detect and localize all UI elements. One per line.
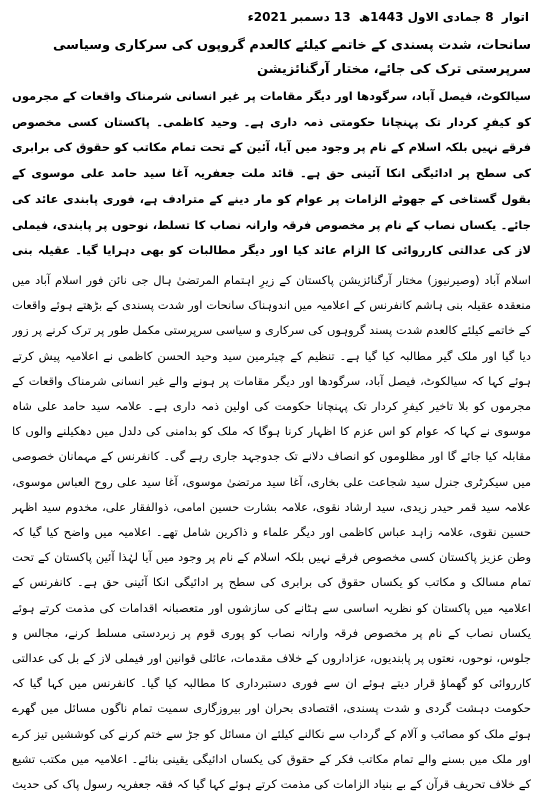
dateline-day: اتوار — [501, 10, 529, 24]
article-body-paragraph: اسلام آباد (وصیرنیوز) مختار آرگنائزیشن پاکستان کے زیرِ اہتمام المرتضیٰ ہال جی نائن فور اسلام آباد میں منعقدہ عقیلہ بنی ہاشم کانفرنس کے اعلامیہ میں اندوہناک سانحات اور شدت پسندی کے بڑھتے ہوئے واقعات کے خاتمے کیلئے کالعدم شدت پسند گروہوں کی سرکاری و سیاسی سرپرستی مکمل طور پر ترک کرنے پر زور دیا گیا اور ملک گیر مطالبہ کیا گیا ہے۔ تنظیم کے چیئرمین سید وحید الحسن کاظمی نے اعلامیہ پیش کرتے ہوئے کہا کہ سیالکوٹ، فیصل آباد، سرگودھا اور دیگر مقامات پر ہونے والے غیر انسانی شرمناک واقعات کے مجرموں کو بلا تاخیر کیفرِ کردار تک پہنچانا حکومت کی اولین ذمہ داری ہے۔ علامہ سید حامد علی شاہ موسوی نے کہا کہ عوام کو اس عزم کا اظہار کرنا ہوگا کہ ملک کو بدامنی کی دلدل میں دھکیلنے والوں کا مقابلہ کیا جائے گا اور مظلوموں کو انصاف دلانے تک جدوجہد جاری رہے گی۔ کانفرنس کے مہمانان خصوصی میں سیکرٹری جنرل سید شجاعت علی بخاری، آغا سید مرتضیٰ موسوی، آغا سید علی روح العباس موسوی، علامہ سید قمر حیدر زیدی، سید ارشاد نقوی، علامہ بشارت حسین امامی، ذوالفقار علی، مخدوم سید اظہر حسین نقوی، علامہ زاہد عباس کاظمی اور دیگر علماء و ذاکرین شامل تھے۔ اعلامیہ میں واضح کیا گیا کہ وطن عزیز پاکستان کسی مخصوص فرقے نہیں بلکہ اسلام کے نام پر وجود میں آیا لہٰذا آئین پاکستان کے تحت تمام مسالک و مکاتب کو یکساں حقوق کی برابری کی سطح پر ادائیگی انکا آئینی حق ہے۔ کانفرنس کے اعلامیہ میں پاکستان کو نظریہ اساسی سے ہٹانے کی سازشوں اور متعصبانہ اقدامات کی مذمت کرتے ہوئے یکساں نصاب کے نام پر مخصوص فرقہ وارانہ نصاب کو پوری قوم پر زبردستی مسلط کرنے، مجالس و جلوس، نوحوں، نعتوں پر پابندیوں، عزاداروں کے خلاف مقدمات، عائلی قوانین اور فیملی لاز کے بل کی عدالتی کارروائی کو گھماؤ قرار دیتے ہوئے ان سے فوری دستبرداری کا مطالبہ کیا گیا۔ کانفرنس میں کہا گیا کہ حکومت دہشت گردی و شدت پسندی، اقتصادی بحران اور بیروزگاری سمیت تمام ناگوں مسائل میں گھرے ہوئے ملک کو مصائب و آلام کے گرداب سے نکالنے کیلئے ان مسائل کو جڑ سے ختم کرنے کی کوششیں تیز کرے اور ملک میں بسنے والے تمام مکاتب فکر کے حقوق کی یکساں ادائیگی یقینی بنائے۔ اعلامیہ میں مکتب تشیع کے خلاف تحریف قرآن کے بے بنیاد الزامات کی مذمت کرتے ہوئے کہا گیا کہ فقہ جعفریہ رسول پاک کی حدیث — [12, 273, 531, 792]
article-summary: سیالکوٹ، فیصل آباد، سرگودھا اور دیگر مقامات پر غیر انسانی شرمناک واقعات کے مجرموں کو کیفرِ کردار تک پہنچانا حکومتی ذمہ داری ہے۔ وحید کاظمی۔ پاکستان کسی مخصوص فرقے نہیں بلکہ اسلام کے نام پر وجود میں آیا، آئین کے تحت تمام مکاتب کو حقوق کی برابری کی سطح پر ادائیگی انکا آئینی حق ہے۔ قائد ملت جعفریہ آغا سید حامد علی موسوی کے بقول گستاخی کے جھوٹے الزامات پر عوام کو مار دینے کے مترادف ہے، فوری پابندی عائد کی جائے۔ یکساں نصاب کے نام پر مخصوص فرقہ وارانہ نصاب کا تسلط، نوحوں پر پابندی، فیملی لاز کی عدالتی کارروائی کا الزام عائد کیا اور دیگر مطالبات کو بھی دہرایا گیا۔ عقیلہ بنی — [12, 89, 531, 258]
article-headline: سانحات، شدت پسندی کے خاتمے کیلئے کالعدم گروپوں کی سرکاری وسیاسی سرپرستی ترک کی جائے، مختار آرگنائزیشن — [53, 38, 531, 77]
article-body — [12, 268, 531, 800]
dateline-gregorian-date: 13 دسمبر 2021ء — [247, 10, 351, 24]
dateline-hijri-date: 8 جمادی الاول 1443ھ — [358, 10, 494, 24]
dateline — [0, 10, 543, 24]
